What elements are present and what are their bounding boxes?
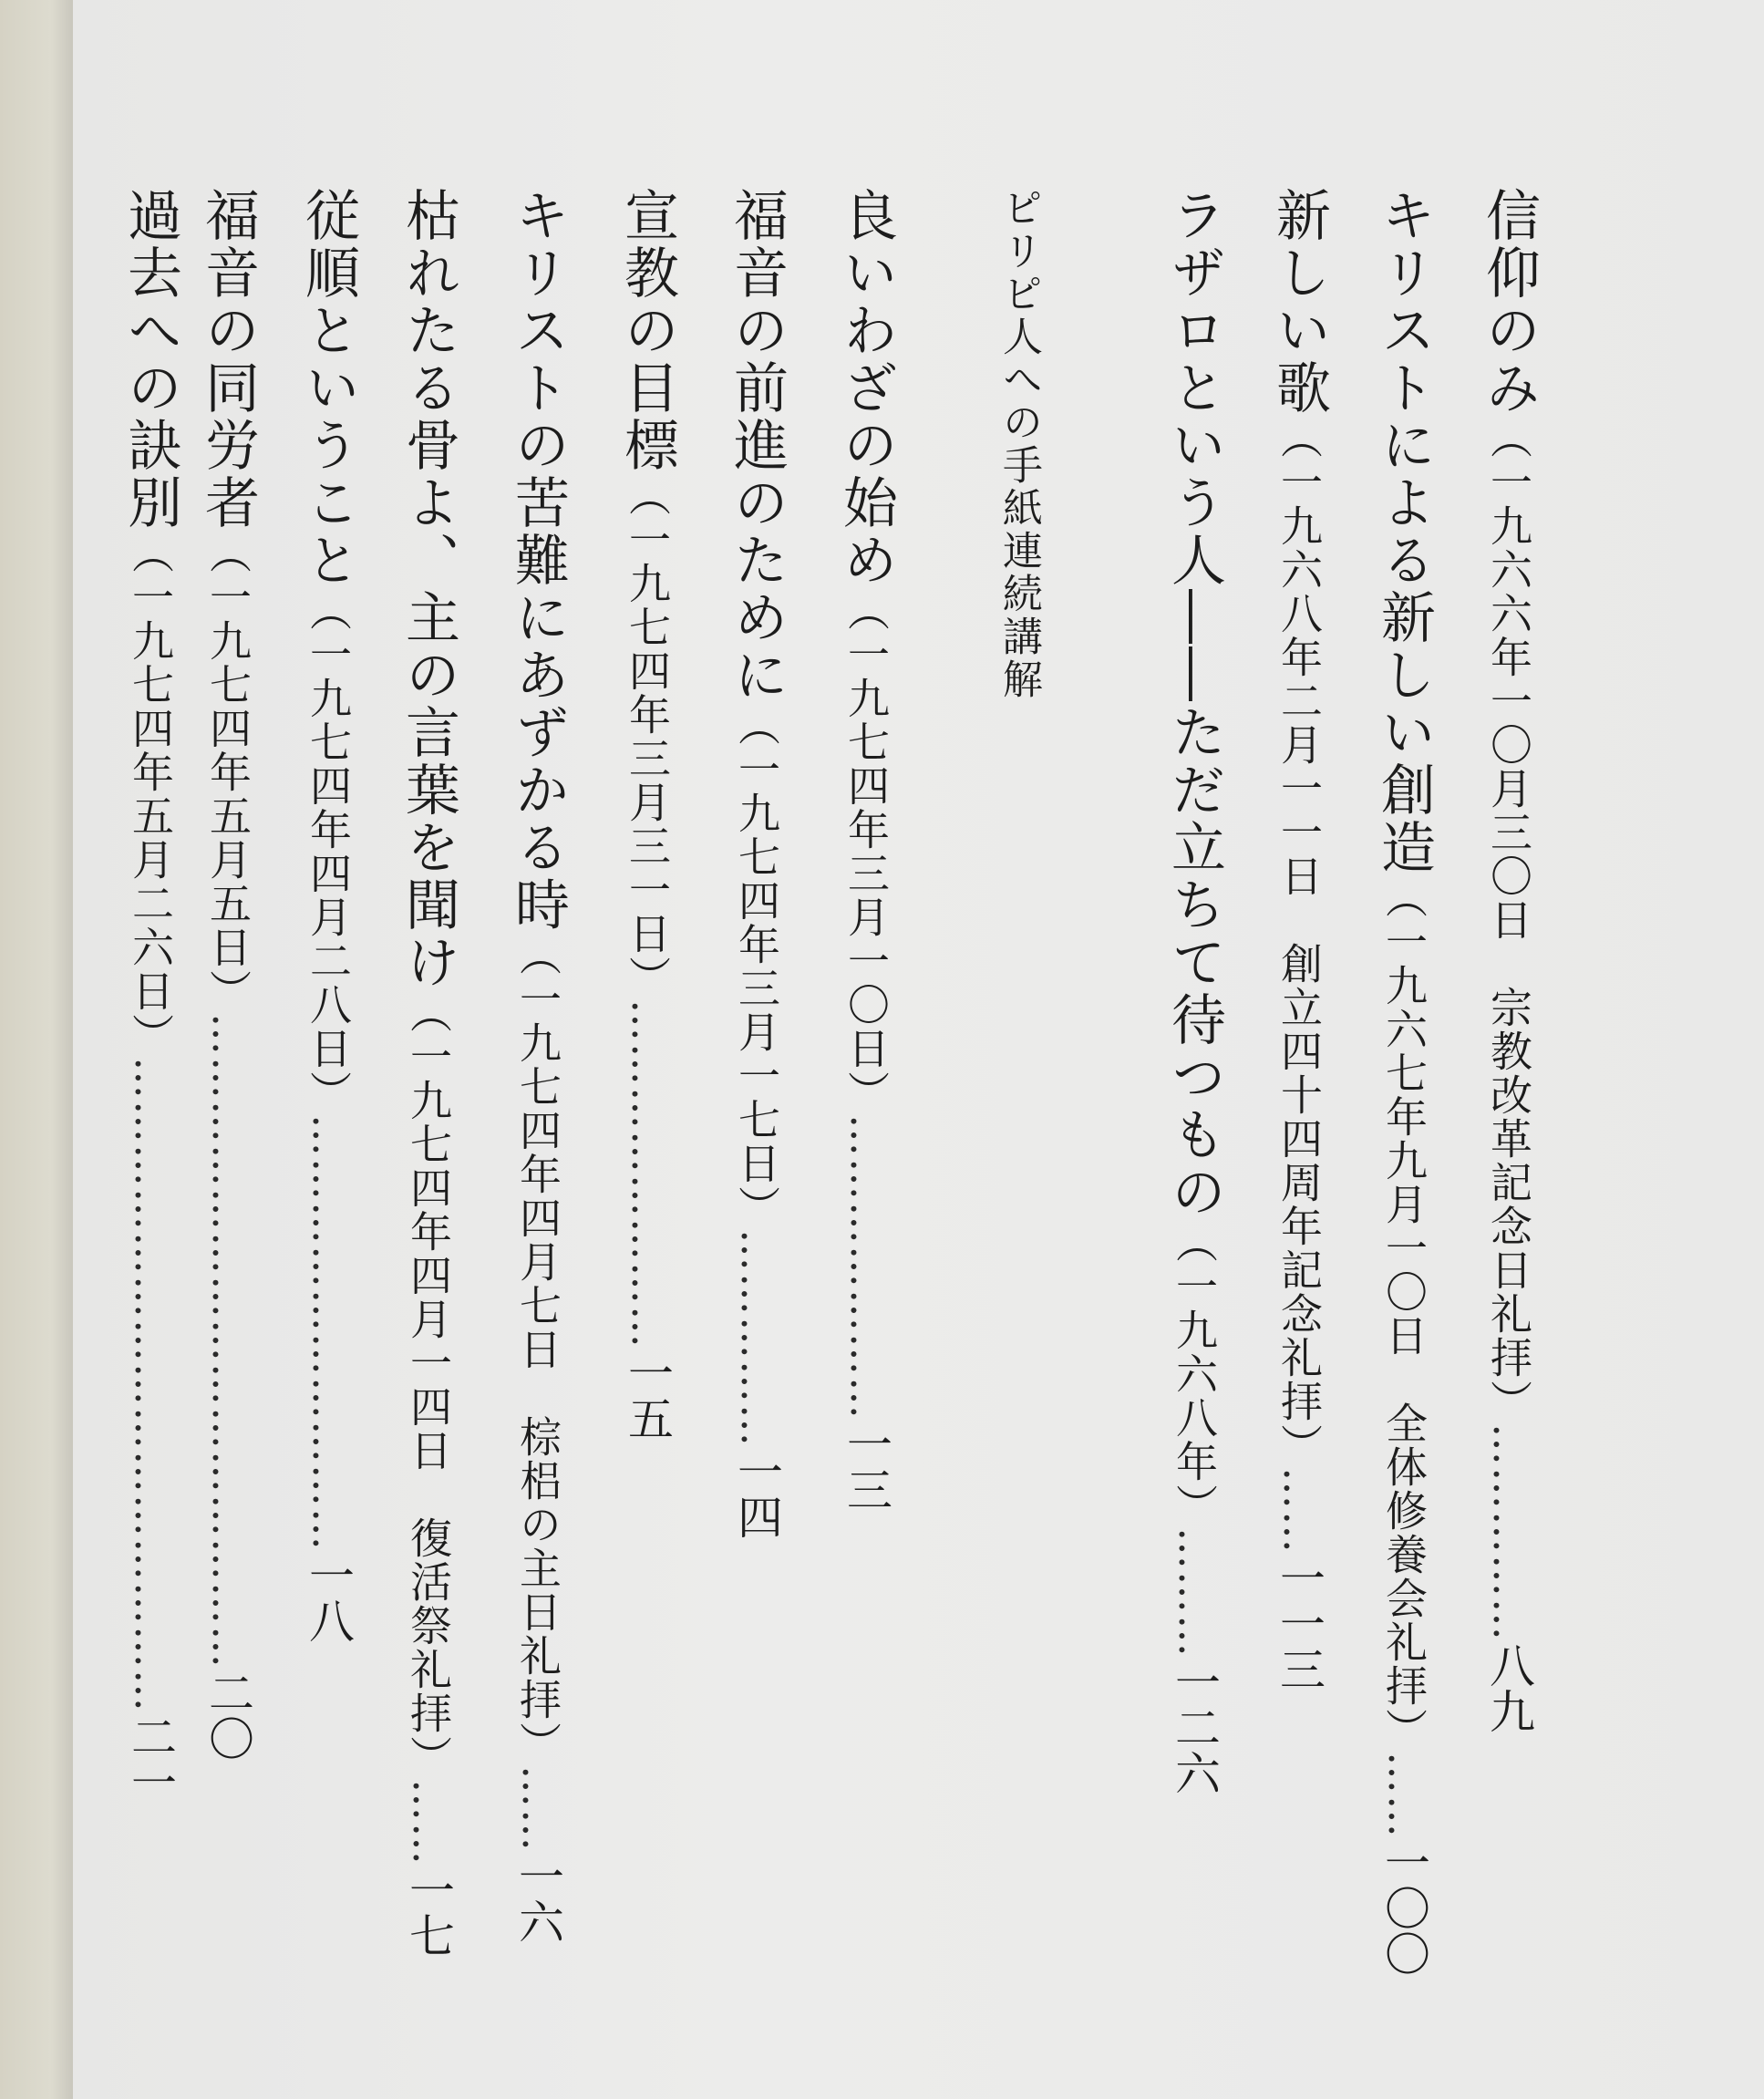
leader-dots: …………………	[841, 1114, 891, 1421]
entry-meta: （一九六七年九月一〇日 全体修養会礼拝）	[1379, 876, 1429, 1752]
entry-title: 従順ということ	[296, 187, 360, 589]
entry-title: 良いわざの始め	[834, 187, 898, 589]
entry-meta: （一九七四年五月五日）	[203, 532, 253, 1013]
entry-meta: （一九七四年三月一〇日）	[841, 589, 891, 1114]
entry-meta: （一九七四年四月一四日 復活祭礼拝）	[404, 991, 453, 1779]
entry-title: キリストの苦難にあずかる時	[506, 187, 570, 934]
leader-dots: ………	[1170, 1527, 1219, 1659]
page-number: 一五	[621, 1349, 674, 1441]
toc-entry	[196, 187, 260, 2099]
entry-meta: （一九七四年五月二六日）	[126, 532, 175, 1057]
toc-entry	[1162, 187, 1226, 2099]
toc-entry	[1267, 187, 1331, 2099]
page-number: 一七	[402, 1866, 455, 1958]
leader-dots: ……………	[732, 1229, 781, 1448]
leader-dots: ……………	[1484, 1423, 1533, 1642]
entry-title: 新しい歌	[1267, 187, 1331, 417]
section-heading: ピリピ人への手紙連続講解	[995, 187, 1042, 701]
entry-title: キリストによる新しい創造	[1372, 187, 1436, 876]
toc-entry	[296, 187, 360, 2099]
entry-title: 枯れたる骨よ、主の言葉を聞け	[397, 187, 460, 991]
page-number: 一一三	[1273, 1555, 1326, 1691]
entry-meta: （一九七四年四月二八日）	[304, 589, 353, 1114]
entry-meta: （一九七四年三月三一日）	[623, 474, 672, 999]
page-number: 一四	[730, 1448, 783, 1539]
leader-dots: ………………………………………	[203, 1013, 253, 1670]
leader-dots: ……	[1379, 1752, 1429, 1839]
entry-meta: （一九六八年）	[1170, 1221, 1219, 1527]
toc-entry	[119, 187, 182, 2099]
leader-dots: ……	[1274, 1467, 1324, 1555]
leader-dots: …………………………	[304, 1114, 353, 1552]
leader-dots: ………………………………………	[126, 1057, 175, 1713]
entry-meta: （一九七四年三月一七日）	[732, 704, 781, 1229]
leader-dots: ……	[404, 1779, 453, 1866]
entry-title: 宣教の目標	[615, 187, 679, 474]
entry-meta: （一九七四年四月七日 棕梠の主日礼拝）	[513, 934, 562, 1765]
leader-dots: ……	[513, 1765, 562, 1853]
page-number: 一六	[511, 1853, 564, 1944]
toc-entry	[834, 187, 898, 2099]
toc-entry	[1477, 187, 1541, 2099]
toc-entry	[725, 187, 789, 2099]
page-number: 一八	[302, 1552, 355, 1643]
entry-title: ラザロという人――ただ立ちて待つもの	[1162, 187, 1226, 1221]
entry-title: 福音の前進のために	[725, 187, 789, 704]
toc-entry	[397, 187, 460, 2099]
entry-meta: （一九六八年二月一一日 創立四十四周年記念礼拝）	[1274, 417, 1324, 1467]
entry-meta: （一九六六年一〇月三〇日 宗教改革記念日礼拝）	[1484, 417, 1533, 1423]
entry-title: 過去への訣別	[119, 187, 182, 532]
toc-entry	[1372, 187, 1436, 2099]
entry-title: 福音の同労者	[196, 187, 260, 532]
page-number: 八九	[1482, 1642, 1535, 1733]
page-number: 一二六	[1168, 1659, 1221, 1795]
page-number: 一〇〇	[1377, 1839, 1430, 1976]
entry-title: 信仰のみ	[1477, 187, 1541, 417]
page-number: 二一	[124, 1713, 177, 1804]
leader-dots: ……………………	[623, 999, 672, 1349]
page-number: 一三	[840, 1421, 892, 1512]
toc-entry	[615, 187, 679, 2099]
page-number: 二〇	[201, 1670, 254, 1761]
toc-entry	[506, 187, 570, 2099]
